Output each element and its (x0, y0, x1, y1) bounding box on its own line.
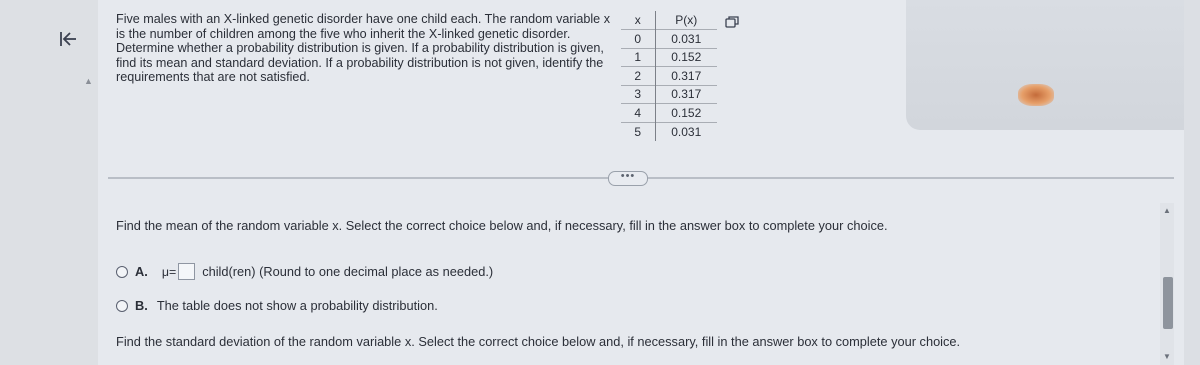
table-cell-x: 1 (621, 48, 655, 67)
table-cell-px: 0.152 (655, 104, 717, 123)
table-row (621, 48, 717, 67)
table-row (621, 67, 717, 86)
more-dots-icon: ••• (620, 170, 636, 182)
table-cell-x: 3 (621, 85, 655, 104)
table-header-x: x (621, 11, 655, 30)
choice-a-radio[interactable] (116, 266, 128, 278)
table-cell-px: 0.317 (655, 67, 717, 86)
table-cell-px: 0.152 (655, 48, 717, 67)
table-cell-px: 0.031 (655, 30, 717, 49)
std-dev-prompt: Find the standard deviation of the random variable x. Select the correct choice below and, if necessary, fill in the answer box to complete your choice. (116, 334, 961, 349)
first-page-arrow-icon (58, 29, 78, 49)
table-cell-px: 0.317 (655, 85, 717, 104)
table-row (621, 122, 717, 141)
table-cell-x: 2 (621, 67, 655, 86)
table-header-row (621, 11, 717, 30)
left-marker-icon: ▲ (84, 76, 93, 86)
right-edge (1184, 0, 1200, 365)
table-cell-x: 5 (621, 122, 655, 141)
table-row (621, 30, 717, 49)
mu-label: μ= (161, 264, 177, 279)
choice-a-letter: A. (135, 264, 148, 279)
left-rail (0, 0, 98, 365)
question-text: Five males with an X-linked genetic disorder have one child each. The random variable x is the number of children among the five who inherit the X-linked genetic disorder. Determine whether a probability distribution is given. If a probability distribution is given, find its mean and standard deviation. If a probability distribution is not given, identify the requirements that are not satisfied. (116, 12, 610, 85)
expand-more-button[interactable] (608, 171, 648, 186)
choice-b-letter: B. (135, 298, 148, 313)
probability-table (621, 11, 717, 141)
table-row (621, 85, 717, 104)
scroll-up-arrow-icon[interactable]: ▲ (1163, 206, 1171, 215)
table-header-px: P(x) (675, 13, 698, 27)
table-cell-px: 0.031 (655, 122, 717, 141)
choice-a-suffix: child(ren) (Round to one decimal place as needed.) (202, 264, 494, 279)
choice-b[interactable] (116, 298, 438, 313)
table-cell-x: 0 (621, 30, 655, 49)
back-to-start-button[interactable] (55, 26, 81, 52)
mean-prompt: Find the mean of the random variable x. Select the correct choice below and, if necessary, fill in the answer box to complete your choice. (116, 218, 888, 233)
choice-b-radio[interactable] (116, 300, 128, 312)
choice-a[interactable] (116, 263, 493, 280)
scroll-down-arrow-icon[interactable]: ▼ (1163, 352, 1171, 361)
mean-answer-input[interactable] (178, 263, 195, 280)
table-row (621, 104, 717, 123)
scrollbar-thumb[interactable] (1163, 277, 1173, 329)
blurred-background-object (1018, 84, 1054, 106)
table-cell-x: 4 (621, 104, 655, 123)
copy-table-icon[interactable] (725, 16, 739, 28)
choice-b-text: The table does not show a probability distribution. (156, 298, 438, 313)
blurred-background-region (906, 0, 1184, 130)
